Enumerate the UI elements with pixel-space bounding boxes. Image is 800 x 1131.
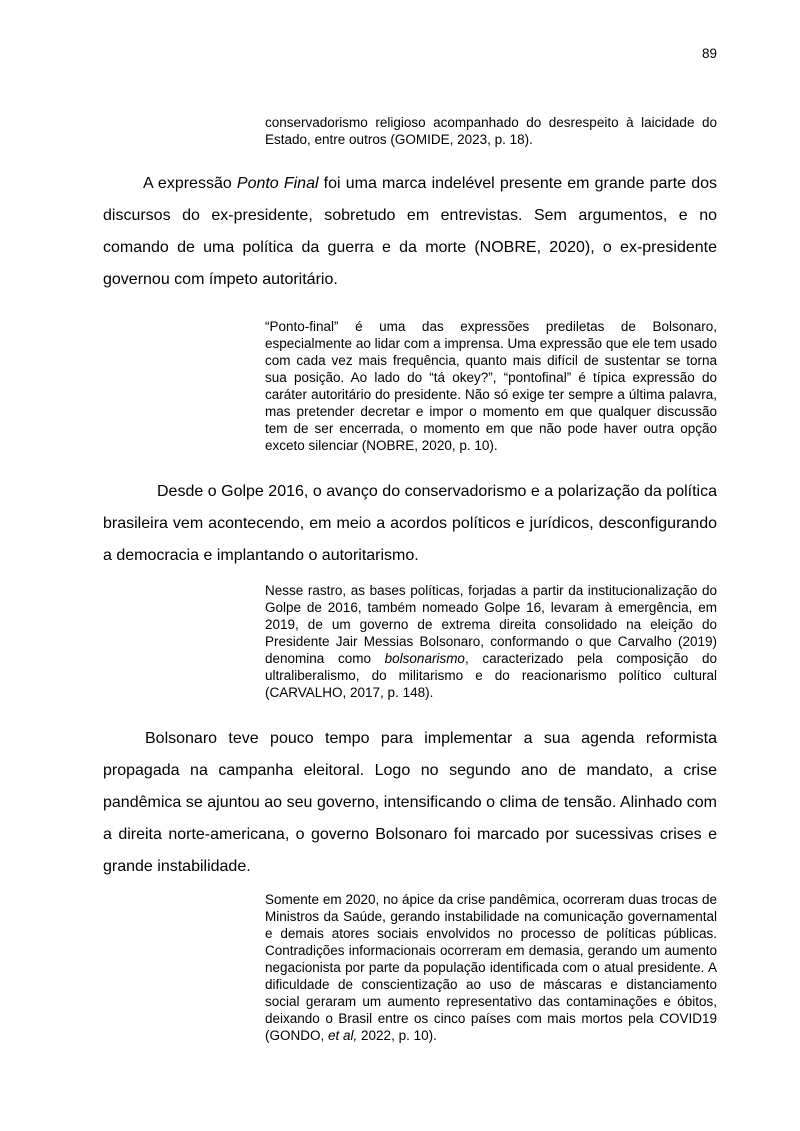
paragraph-text: A expressão [143,175,237,192]
italic-term: et al, [328,1028,358,1043]
paragraph-text: Bolsonaro teve pouco tempo para implementar a sua agenda reformista propagada na campanha eleitoral. Logo no segundo ano de mandato, a crise pandêmica se ajuntou ao seu governo, intensificando o clima de tensão. Alinhado com a direita norte-americana, o governo Bolsonaro foi marcado por sucessivas crises e grande instabilidade. [103,730,717,875]
paragraph-text: foi uma marca indelével presente em grande parte dos discursos do ex-presidente, sobretudo em entrevistas. Sem argumentos, e no comando de uma política da guerra e da morte (NOBRE, 2020), o ex-presidente governou com ímpeto autoritário. [103,175,718,288]
quote-text: 2022, p. 10). [357,1028,437,1043]
quote-text: “Ponto-final” é uma das expressões prediletas de Bolsonaro, especialmente ao lidar com a imprensa. Uma expressão que ele tem usado com cada vez mais frequência, quanto mais difícil de sustentar se torna sua posição. Ao lado do “tá okey?”, “pontofinal” é típica expressão do caráter autoritário do presidente. Não só exige ter sempre a última palavra, mas pretender decretar e impor o momento em que qualquer discussão tem de ser encerrada, o momento em que não pode haver outra opção exceto silenciar (NOBRE, 2020, p. 10). [265,319,717,453]
body-paragraph-golpe-2016 [103,476,717,572]
italic-term: bolsonarismo [384,651,465,666]
quote-text: Nesse rastro, as bases políticas, forjadas a partir da institucionalização do Golpe de 2016, também nomeado Golpe 16, levaram à emergência, em 2019, de um governo de extrema direita consolidado na eleição do Presidente Jair Messias Bolsonaro, conformando o que Carvalho (2019) denomina como [265,583,717,666]
block-quote-gomide [265,114,717,148]
body-paragraph-ponto-final [103,168,717,296]
body-paragraph-agenda-reformista [103,723,717,883]
block-quote-gondo [265,891,717,1044]
italic-term: Ponto Final [236,175,319,192]
quote-text: , caracterizado pela composição do ultraliberalismo, do militarismo e do reacionarismo político cultural (CARVALHO, 2017, p. 148). [265,651,717,700]
block-quote-carvalho [265,582,717,701]
quote-text: conservadorismo religioso acompanhado do desrespeito à laicidade do Estado, entre outros (GOMIDE, 2023, p. 18). [265,115,717,147]
page-number: 89 [701,46,717,61]
quote-text: Somente em 2020, no ápice da crise pandêmica, ocorreram duas trocas de Ministros da Saúde, gerando instabilidade na comunicação governamental e demais atores sociais envolvidos no processo de políticas públicas. Contradições informacionais ocorreram em demasia, gerando um aumento negacionista por parte da população identificada com o atual presidente. A dificuldade de conscientização ao uso de máscaras e distanciamento social geraram um aumento representativo das contaminações e óbitos, deixando o Brasil entre os cinco países com mais mortos pela COVID19 (GONDO, [265,892,717,1043]
block-quote-nobre [265,318,717,454]
paragraph-text: Desde o Golpe 2016, o avanço do conservadorismo e a polarização da política brasileira vem acontecendo, em meio a acordos políticos e jurídicos, desconfigurando a democracia e implantando o autoritarismo. [103,483,717,564]
